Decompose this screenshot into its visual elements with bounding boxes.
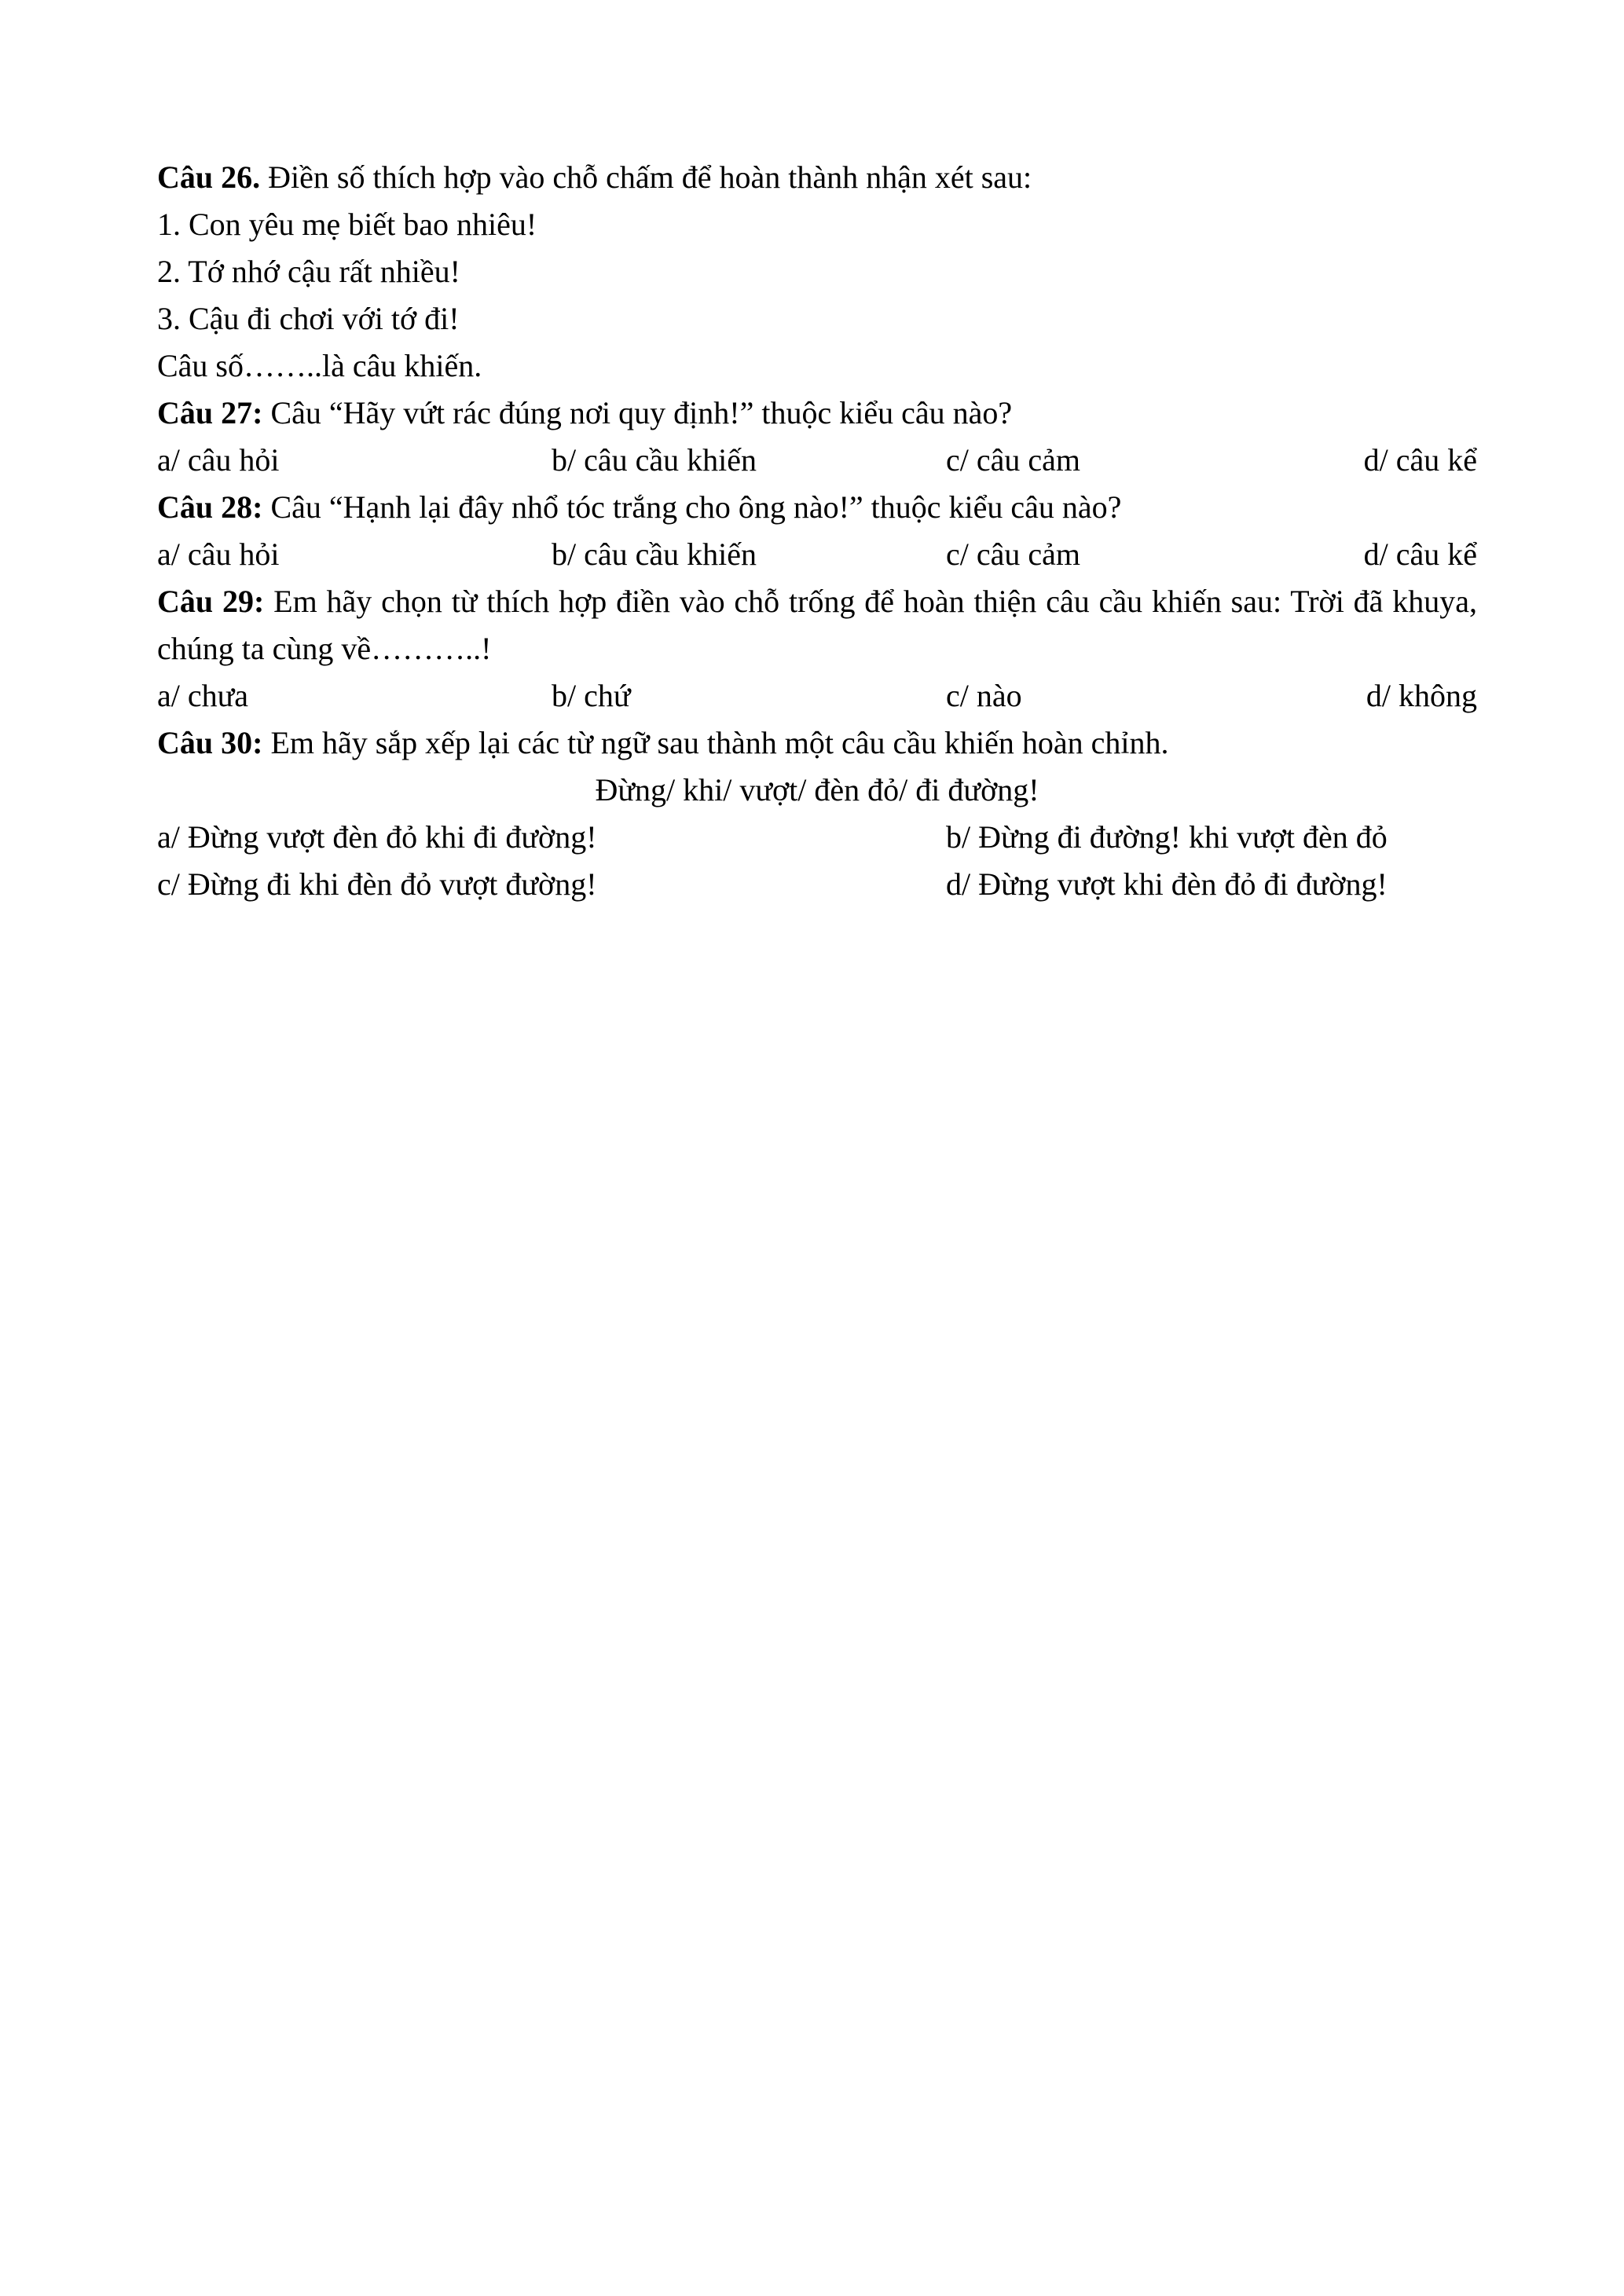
- question-30-text: Em hãy sắp xếp lại các từ ngữ sau thành một câu cầu khiến hoàn chỉnh.: [262, 725, 1169, 760]
- question-29-option-a[interactable]: a/ chưa: [157, 678, 249, 713]
- question-26-item-2: 2. Tớ nhớ cậu rất nhiều!: [157, 254, 460, 289]
- question-28-option-a[interactable]: a/ câu hỏi: [157, 536, 280, 572]
- question-29-option-b[interactable]: b/ chứ: [552, 678, 631, 713]
- question-28: [157, 484, 1477, 531]
- question-30-option-b[interactable]: b/ Đừng đi đường! khi vượt đèn đỏ: [946, 819, 1388, 855]
- question-30-label: Câu 30:: [157, 725, 263, 760]
- question-30-options-row-2: [157, 861, 1477, 908]
- question-26-answer-line: Câu số……..là câu khiến.: [157, 348, 482, 383]
- question-27-options: [157, 437, 1477, 484]
- question-27-option-c[interactable]: c/ câu cảm: [946, 442, 1080, 478]
- question-29-options: [157, 672, 1477, 720]
- question-27-option-b[interactable]: b/ câu cầu khiến: [552, 442, 757, 478]
- question-27-text: Câu “Hãy vứt rác đúng nơi quy định!” thuộc kiểu câu nào?: [262, 395, 1013, 430]
- question-26-item-3: 3. Cậu đi chơi với tớ đi!: [157, 301, 460, 336]
- question-27: [157, 390, 1477, 437]
- question-30-option-d[interactable]: d/ Đừng vượt khi đèn đỏ đi đường!: [946, 866, 1388, 902]
- question-28-option-d[interactable]: d/ câu kể: [1363, 536, 1477, 572]
- question-28-option-b[interactable]: b/ câu cầu khiến: [552, 536, 757, 572]
- question-26-text: Điền số thích hợp vào chỗ chấm để hoàn thành nhận xét sau:: [260, 159, 1032, 195]
- question-29: [157, 578, 1477, 672]
- question-29-option-d[interactable]: d/ không: [1366, 678, 1477, 713]
- question-29-label: Câu 29:: [157, 584, 265, 619]
- question-26-item-1: 1. Con yêu mẹ biết bao nhiêu!: [157, 207, 537, 242]
- question-26-label: Câu 26.: [157, 159, 261, 195]
- question-29-option-c[interactable]: c/ nào: [946, 678, 1022, 713]
- question-27-option-a[interactable]: a/ câu hỏi: [157, 442, 280, 478]
- question-28-label: Câu 28:: [157, 489, 263, 525]
- question-26: [157, 154, 1477, 201]
- question-30-words: Đừng/ khi/ vượt/ đèn đỏ/ đi đường!: [595, 772, 1039, 807]
- question-30-option-a[interactable]: a/ Đừng vượt đèn đỏ khi đi đường!: [157, 819, 597, 855]
- question-28-text: Câu “Hạnh lại đây nhổ tóc trắng cho ông nào!” thuộc kiểu câu nào?: [262, 489, 1122, 525]
- question-28-options: [157, 531, 1477, 578]
- question-30-option-c[interactable]: c/ Đừng đi khi đèn đỏ vượt đường!: [157, 866, 597, 902]
- question-27-label: Câu 27:: [157, 395, 263, 430]
- worksheet-page: [157, 154, 1477, 908]
- question-27-option-d[interactable]: d/ câu kể: [1363, 442, 1477, 478]
- question-28-option-c[interactable]: c/ câu cảm: [946, 536, 1080, 572]
- question-30: [157, 720, 1477, 767]
- question-30-options-row-1: [157, 814, 1477, 861]
- question-29-text: Em hãy chọn từ thích hợp điền vào chỗ trống để hoàn thiện câu cầu khiến sau: Trời đã khuya, chúng ta cùng về………..!: [157, 584, 1478, 666]
